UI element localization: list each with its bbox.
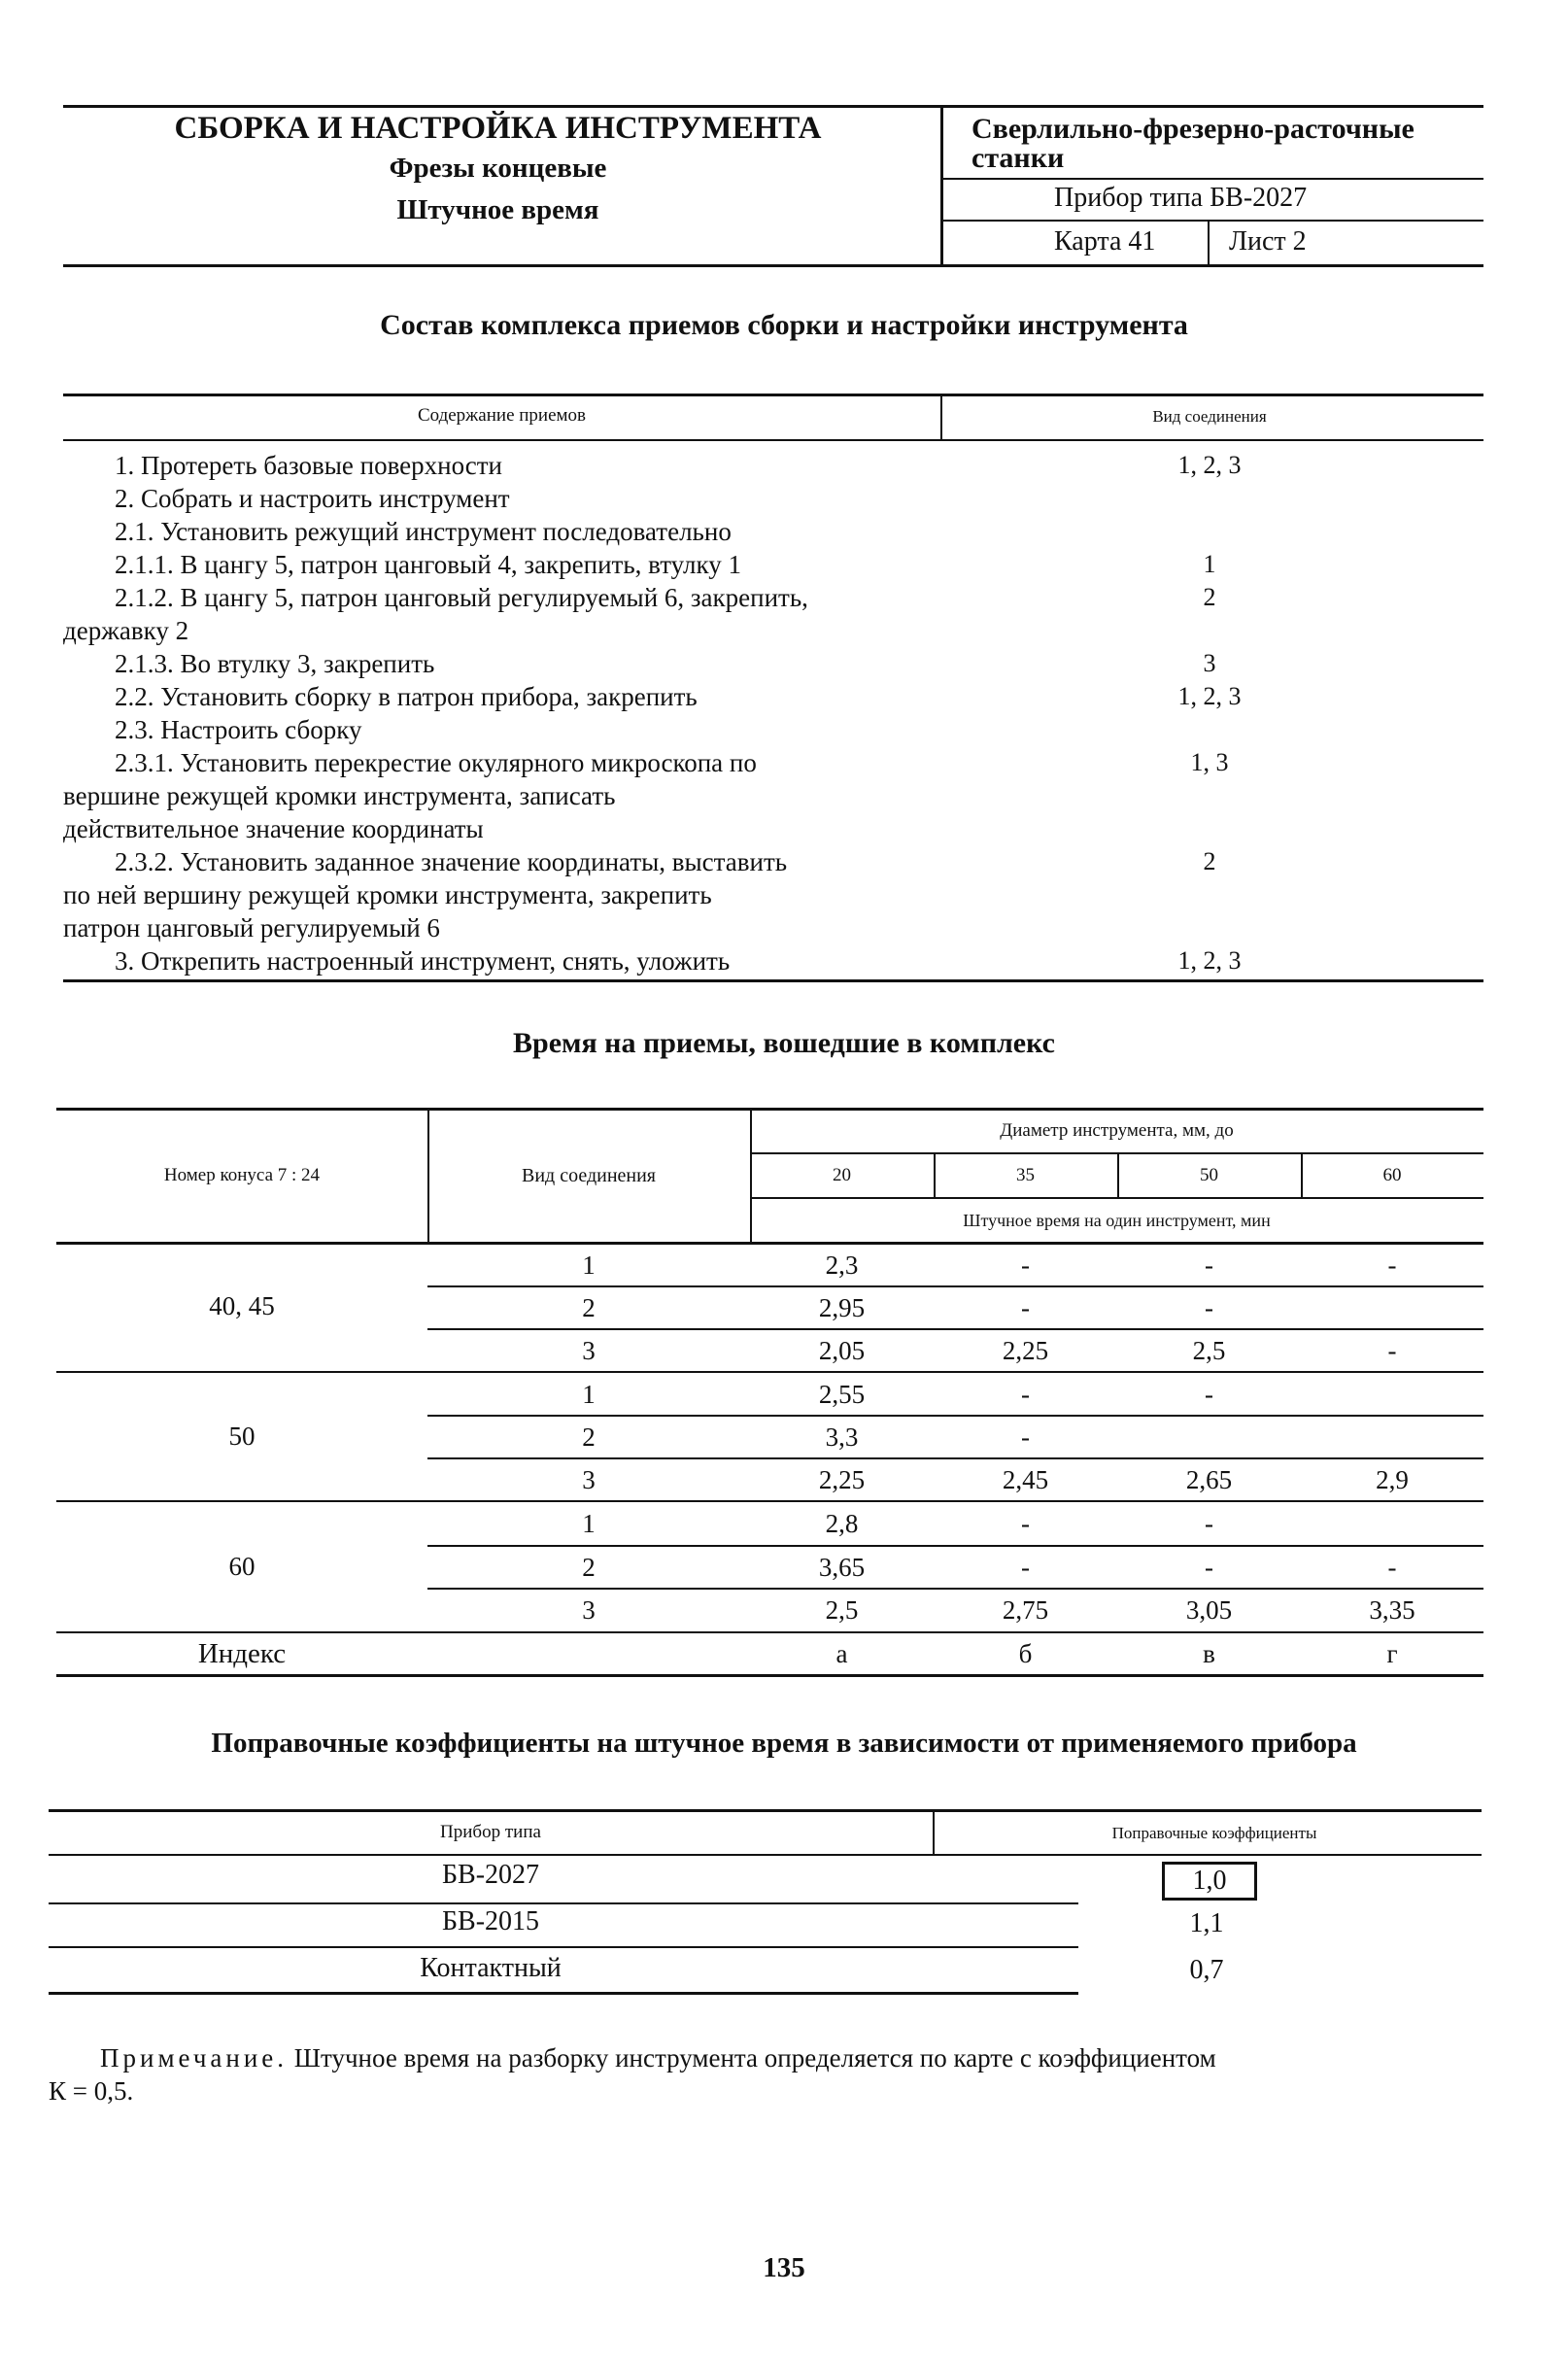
times-col-cone: Номер конуса 7 : 24 (163, 1165, 321, 1185)
step-text: 2.1.1. В цангу 5, патрон цанговый 4, закрепить, втулку 1 (115, 550, 741, 579)
times-col-diam: Диаметр инструмента, мм, до (1000, 1120, 1234, 1141)
coef-header-rule (49, 1854, 1482, 1856)
times-diam-values-rule (750, 1197, 1483, 1199)
note-formula: К = 0,5. (49, 2076, 134, 2106)
coef-device: БВ-2015 (441, 1906, 540, 1936)
header-sheet: Лист 2 (1229, 226, 1307, 257)
table-cell: 3,05 (1185, 1595, 1233, 1625)
table-cell: 2,5 (1192, 1336, 1226, 1365)
table-cell: 2,25 (1002, 1336, 1049, 1365)
table-cell (1301, 1416, 1483, 1458)
table-cell: 2,75 (1002, 1595, 1049, 1625)
step-text: 2. Собрать и настроить инструмент (115, 484, 510, 513)
composition-header-rule (63, 439, 1483, 441)
table-cell: 2,25 (818, 1465, 866, 1494)
times-title: Время на приемы, вошедшие в комплекс (513, 1027, 1055, 1059)
coef-header-divider (933, 1809, 935, 1854)
composition-col-type: Вид соединения (1152, 407, 1267, 426)
table-cell: - (1205, 1553, 1213, 1582)
composition-bottom-rule (63, 979, 1483, 982)
table-cell (1117, 1416, 1301, 1458)
header-card: Карта 41 (1054, 226, 1156, 257)
step-vid: 1, 2, 3 (1177, 946, 1242, 975)
coef-device: Контактный (420, 1953, 562, 1983)
table-cell: 3 (582, 1465, 596, 1494)
times-col-unit: Штучное время на один инструмент, мин (963, 1211, 1271, 1230)
times-col-type: Вид соединения (521, 1165, 657, 1186)
index-cell: г (1386, 1639, 1398, 1668)
header-right-rule-2 (940, 220, 1483, 222)
composition-header-divider (940, 394, 942, 441)
table-cell: - (1387, 1251, 1397, 1280)
header-device: Прибор типа БВ-2027 (1054, 183, 1308, 213)
table-cell: - (1205, 1293, 1213, 1322)
cone-label: 40, 45 (209, 1291, 275, 1320)
coef-bottom-rule (49, 1992, 1078, 1995)
coefficients-title: Поправочные коэффициенты на штучное время в зависимости от применяемого прибора (211, 1728, 1357, 1759)
step-text: вершине режущей кромки инструмента, записать (63, 781, 616, 810)
header-divider (940, 105, 943, 267)
index-cell: в (1203, 1639, 1215, 1668)
step-text: действительное значение координаты (63, 814, 484, 843)
header-top-rule (63, 105, 1483, 108)
coef-col-device: Прибор типа (440, 1822, 541, 1842)
table-cell: - (1205, 1509, 1213, 1538)
table-cell (1301, 1286, 1483, 1329)
table-cell: - (1387, 1553, 1397, 1582)
header-bottom-rule (63, 264, 1483, 267)
times-diam-50: 50 (1200, 1165, 1218, 1185)
step-text: 2.3. Настроить сборку (115, 715, 362, 744)
cone-label: 50 (228, 1422, 256, 1451)
table-cell: - (1205, 1251, 1213, 1280)
step-vid: 1, 3 (1190, 748, 1229, 776)
table-cell: 2,5 (825, 1595, 859, 1625)
step-text: 3. Открепить настроенный инструмент, снять, уложить (115, 946, 731, 976)
coef-value: 1,1 (1189, 1908, 1224, 1938)
table-cell: - (1205, 1380, 1213, 1409)
table-cell: 2,9 (1376, 1465, 1409, 1494)
coef-col-coef: Поправочные коэффициенты (1111, 1824, 1317, 1842)
header-subtitle-2: Штучное время (396, 194, 599, 225)
step-text: по ней вершину режущей кромки инструмента, закрепить (63, 880, 712, 909)
note-text: Штучное время на разборку инструмента определяется по карте с коэффициентом (288, 2043, 1216, 2073)
table-cell: 2,55 (818, 1380, 866, 1409)
table-cell: 3 (582, 1595, 596, 1625)
times-diam-35: 35 (1016, 1165, 1035, 1185)
times-top-rule (56, 1108, 1483, 1111)
step-vid: 3 (1203, 649, 1216, 677)
step-vid: 1, 2, 3 (1177, 682, 1242, 710)
table-cell: 3,3 (825, 1422, 859, 1452)
composition-col-content: Содержание приемов (417, 405, 587, 426)
header-machine-type: Сверлильно-фрезерно-расточные станки (971, 113, 1415, 174)
coef-row-rule (49, 1902, 1078, 1904)
step-text: 1. Протереть базовые поверхности (115, 451, 503, 480)
times-bottom-rule (56, 1674, 1483, 1677)
table-cell: 3,65 (818, 1553, 866, 1582)
coef-row-rule (49, 1946, 1078, 1948)
times-diam-20: 20 (833, 1165, 851, 1185)
step-vid: 2 (1203, 847, 1216, 875)
cone-label: 60 (228, 1552, 256, 1581)
header-subtitle: Фрезы концевые (389, 153, 607, 184)
step-vid: 1 (1203, 550, 1216, 578)
table-cell: 2,65 (1185, 1465, 1233, 1494)
table-cell: 3 (582, 1336, 596, 1365)
table-cell: - (1021, 1251, 1030, 1280)
index-cell: б (1018, 1639, 1033, 1668)
table-cell: 2,95 (818, 1293, 866, 1322)
table-cell: 2,8 (825, 1509, 859, 1538)
table-cell: - (1021, 1380, 1030, 1409)
table-cell: 2,45 (1002, 1465, 1049, 1494)
step-vid: 1, 2, 3 (1177, 451, 1242, 479)
step-text: 2.3.2. Установить заданное значение координаты, выставить (115, 847, 788, 876)
coef-value: 0,7 (1189, 1955, 1224, 1985)
step-vid: 2 (1203, 583, 1216, 611)
table-cell: 3,35 (1369, 1595, 1415, 1625)
table-cell: - (1021, 1293, 1030, 1322)
step-text: 2.1.3. Во втулку 3, закрепить (115, 649, 435, 678)
table-cell: 1 (582, 1251, 596, 1280)
step-text: 2.1. Установить режущий инструмент последовательно (115, 517, 732, 546)
table-cell: - (1021, 1422, 1030, 1452)
coef-value-selected: 1,0 (1162, 1862, 1257, 1901)
note-label: Примечание. (100, 2043, 289, 2073)
table-cell: 2 (582, 1422, 596, 1452)
step-text: 2.2. Установить сборку в патрон прибора, закрепить (115, 682, 698, 711)
note (100, 2043, 1216, 2073)
header-card-divider (1208, 222, 1210, 264)
step-text: 2.3.1. Установить перекрестие окулярного микроскопа по (115, 748, 757, 777)
index-label: Индекс (197, 1638, 287, 1669)
table-cell: 2 (582, 1553, 596, 1582)
step-text: патрон цанговый регулируемый 6 (63, 913, 440, 942)
step-text: 2.1.2. В цангу 5, патрон цанговый регулируемый 6, закрепить, (115, 583, 808, 612)
table-cell: 1 (582, 1380, 596, 1409)
table-cell: 2 (582, 1293, 596, 1322)
step-text: державку 2 (63, 616, 189, 645)
table-cell: - (1387, 1336, 1397, 1365)
header-right-rule-1 (940, 178, 1483, 180)
table-cell: 2,05 (818, 1336, 866, 1365)
times-diam-60: 60 (1382, 1165, 1402, 1185)
composition-title: Состав комплекса приемов сборки и настройки инструмента (380, 309, 1188, 341)
header-title: СБОРКА И НАСТРОЙКА ИНСТРУМЕНТА (174, 111, 822, 146)
table-cell: 1 (582, 1509, 596, 1538)
table-cell: 2,3 (825, 1251, 859, 1280)
table-cell: - (1021, 1553, 1030, 1582)
page-number: 135 (763, 2252, 805, 2283)
index-cell: а (835, 1639, 848, 1668)
table-cell: - (1021, 1509, 1030, 1538)
coef-top-rule (49, 1809, 1482, 1812)
coef-device: БВ-2027 (441, 1860, 540, 1890)
table-cell (1301, 1373, 1483, 1416)
composition-top-rule (63, 394, 1483, 396)
table-cell (1301, 1502, 1483, 1545)
